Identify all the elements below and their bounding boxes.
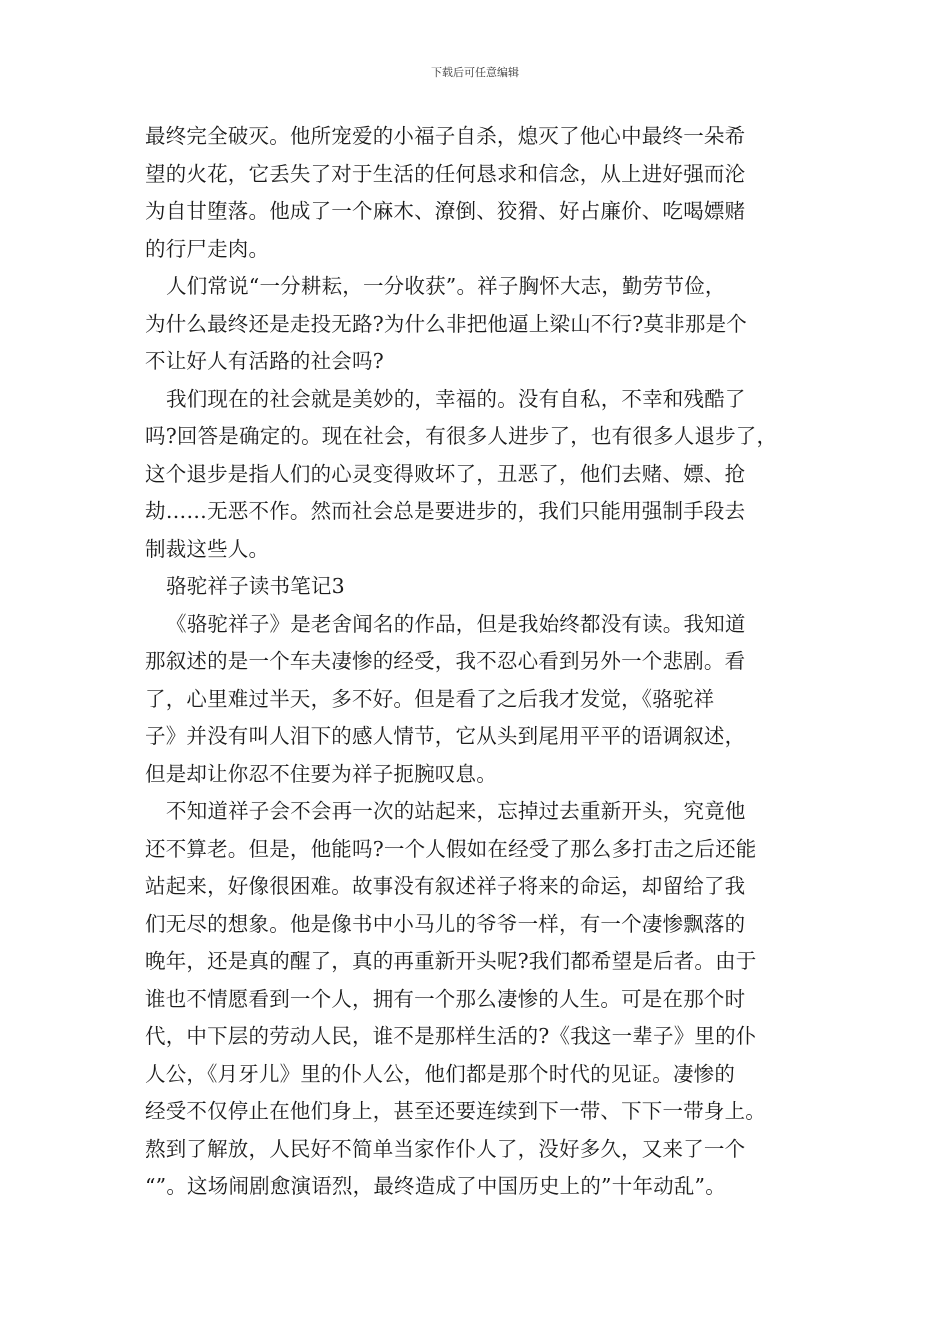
text-line: 但是却让你忍不住要为祥子扼腕叹息。 [145, 761, 497, 786]
text-line: 们无尽的想象。他是像书中小马儿的爷爷一样，有一个凄惨飘落的 [145, 911, 746, 936]
text-line: 谁也不情愿看到一个人，拥有一个那么凄惨的人生。可是在那个时 [145, 986, 746, 1011]
text-line: 代，中下层的劳动人民，谁不是那样生活的?《我这一辈子》里的仆 [145, 1024, 757, 1048]
text-line: 这个退步是指人们的心灵变得败坏了，丑恶了，他们去赌、嫖、抢 [145, 461, 746, 486]
page-header: 下载后可任意编辑 [431, 66, 519, 79]
text-line: 站起来，好像很困难。故事没有叙述祥子将来的命运，却留给了我 [145, 874, 746, 898]
text-line: 吗?回答是确定的。现在社会，有很多人进步了，也有很多人退步了， [145, 424, 778, 448]
text-line: 不让好人有活路的社会吗? [145, 349, 384, 373]
text-line: 了，心里难过半天，多不好。但是看了之后我才发觉，《骆驼祥 [145, 686, 715, 711]
text-line: 最终完全破灭。他所宠爱的小福子自杀，熄灭了他心中最终一朵希 [145, 124, 746, 148]
text-line: 望的火花，它丢失了对于生活的任何恳求和信念，从上进好强而沦 [145, 161, 746, 186]
section-heading: 骆驼祥子读书笔记3 [166, 574, 345, 598]
text-line: “”。这场闹剧愈演语烈，最终造成了中国历史上的”十年动乱”。 [145, 1174, 726, 1198]
text-line: 经受不仅停止在他们身上，甚至还要连续到下一带、下下一带身上。 [145, 1099, 766, 1123]
text-line: 还不算老。但是，他能吗?一个人假如在经受了那么多打击之后还能 [145, 836, 757, 861]
text-line: 制裁这些人。 [145, 536, 270, 561]
text-line: 熬到了解放，人民好不简单当家作仆人了，没好多久，又来了一个 [145, 1136, 746, 1161]
paragraph-start-line: 《骆驼祥子》是老舍闻名的作品，但是我始终都没有读。我知道 [166, 611, 746, 636]
text-line: 为什么最终还是走投无路?为什么非把他逼上梁山不行?莫非那是个 [145, 311, 747, 336]
paragraph-start-line: 人们常说“一分耕耘，一分收获”。祥子胸怀大志，勤劳节俭， [166, 274, 726, 298]
text-line: 子》并没有叫人泪下的感人情节，它从头到尾用平平的语调叙述， [145, 724, 746, 748]
document-body [145, 118, 835, 1206]
text-line: 那叙述的是一个车夫凄惨的经受，我不忍心看到另外一个悲剧。看 [145, 649, 746, 673]
text-line: 为自甘堕落。他成了一个麻木、潦倒、狡猾、好占廉价、吃喝嫖赌 [145, 199, 746, 223]
paragraph-start-line: 不知道祥子会不会再一次的站起来，忘掉过去重新开头，究竟他 [166, 799, 746, 823]
text-line: 劫……无恶不作。然而社会总是要进步的，我们只能用强制手段去 [145, 499, 746, 523]
text-line: 的行尸走肉。 [145, 236, 270, 261]
text-line: 人公，《月牙儿》里的仆人公，他们都是那个时代的见证。凄惨的 [145, 1061, 736, 1086]
paragraph-start-line: 我们现在的社会就是美妙的，幸福的。没有自私，不幸和残酷了 [166, 386, 746, 411]
text-line: 晚年，还是真的醒了，真的再重新开头呢?我们都希望是后者。由于 [145, 949, 757, 973]
